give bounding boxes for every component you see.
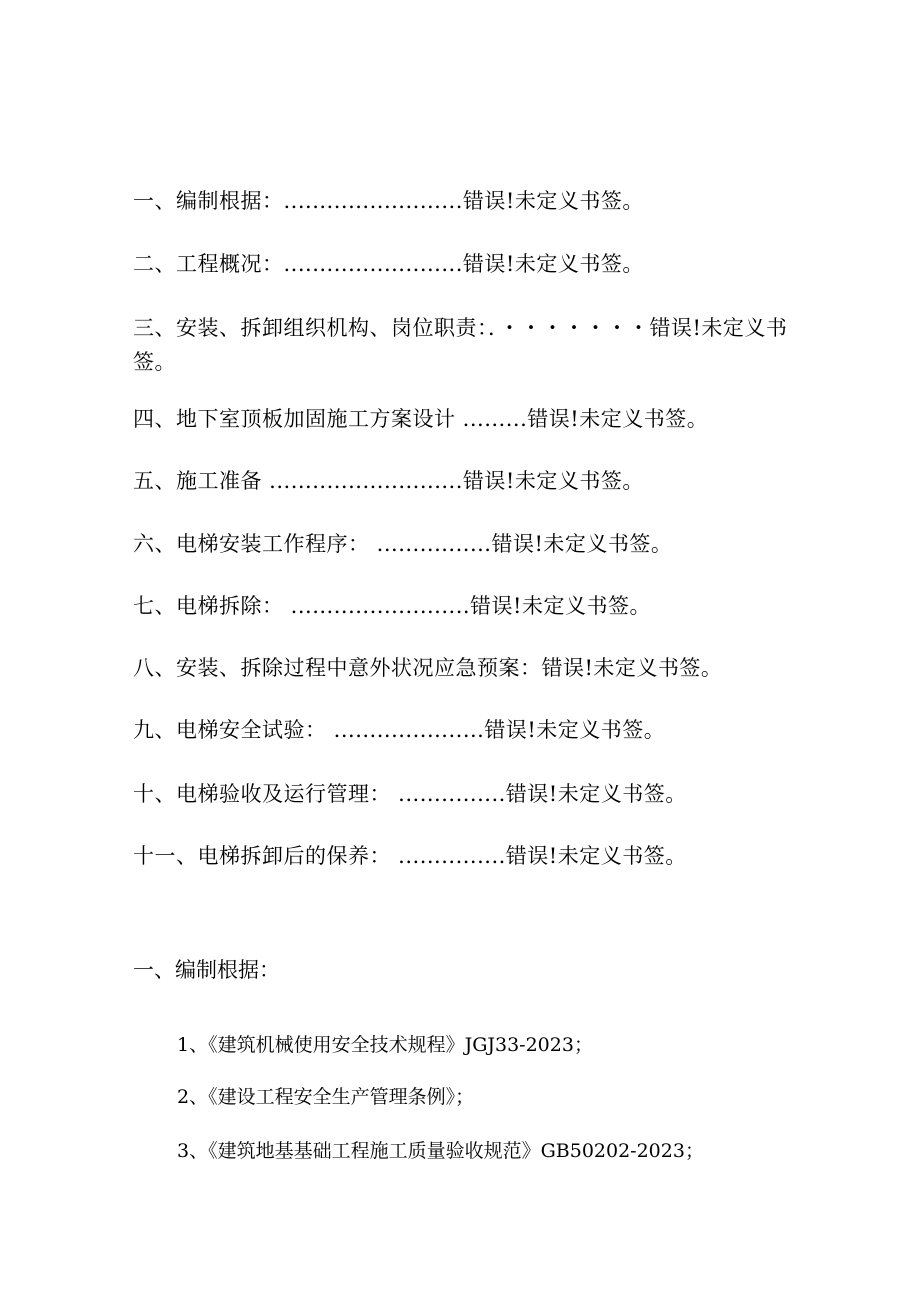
toc-entry[interactable]: 八、安装、拆除过程中意外状况应急预案：错误!未定义书签。 xyxy=(133,656,723,680)
toc-entry[interactable]: 三、安装、拆卸组织机构、岗位职责：．・・・・・・・错误!未定义书签。 xyxy=(133,316,788,374)
toc-entry[interactable]: 十一、电梯拆卸后的保养： ...............错误!未定义书签。 xyxy=(133,844,687,868)
toc-entry[interactable]: 十、电梯验收及运行管理： ...............错误!未定义书签。 xyxy=(133,782,687,806)
toc-entry[interactable]: 七、电梯拆除： .........................错误!未定义书签。 xyxy=(133,594,651,618)
toc-entry[interactable]: 四、地下室顶板加固施工方案设计 .........错误!未定义书签。 xyxy=(133,407,709,431)
toc-entry[interactable]: 九、电梯安全试验： .....................错误!未定义书签。 xyxy=(133,718,666,742)
section-heading: 一、编制根据： xyxy=(133,958,280,982)
reference-item: 2、《建设工程安全生产管理条例》； xyxy=(177,1086,475,1108)
reference-item: 3、《建筑地基基础工程施工质量验收规范》GB50202-2023； xyxy=(177,1140,704,1162)
toc-entry[interactable]: 五、施工准备 ...........................错误!未定义书签。 xyxy=(133,469,644,493)
reference-item: 1、《建筑机械使用安全技术规程》JGJ33-2023； xyxy=(177,1034,593,1056)
toc-entry[interactable]: 二、工程概况：.........................错误!未定义书签。 xyxy=(133,252,644,276)
toc-entry[interactable]: 六、电梯安装工作程序： ................错误!未定义书签。 xyxy=(133,532,673,556)
toc-entry[interactable]: 一、编制根据：.........................错误!未定义书签。 xyxy=(133,189,644,213)
